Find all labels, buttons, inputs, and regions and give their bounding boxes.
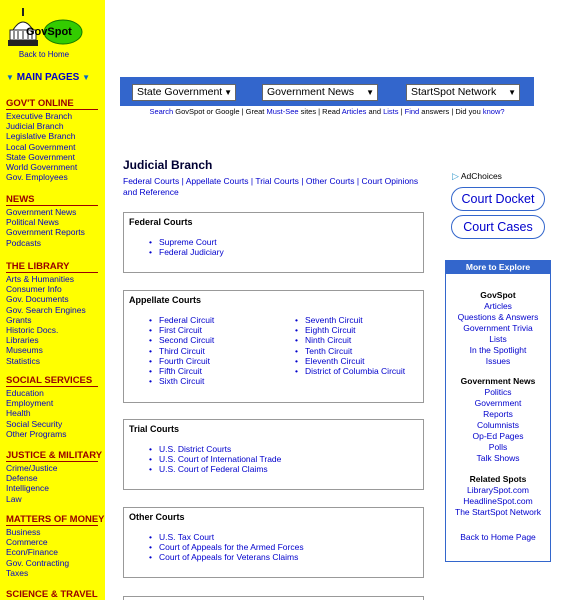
sidebar-item-commerce[interactable]: Commerce: [6, 537, 48, 548]
section-link-appellate-courts[interactable]: Appellate Courts: [185, 176, 249, 186]
sidebar-item-government-news[interactable]: Government News: [6, 207, 77, 217]
government-news-select[interactable]: Government News ▼: [262, 84, 378, 101]
sidebar-section-gov-t-online: [6, 98, 98, 182]
explore-link-polls[interactable]: Polls: [488, 442, 508, 452]
court-link-u-s-court-of-federal-claims[interactable]: • U.S. Court of Federal Claims: [159, 464, 281, 474]
court-link-ninth-circuit[interactable]: • Ninth Circuit: [305, 335, 405, 345]
section-links: [123, 176, 428, 197]
court-list: [305, 315, 405, 376]
startspot-network-select[interactable]: StartSpot Network ▼: [406, 84, 520, 101]
sidebar-section-title: GOV'T ONLINE: [6, 98, 98, 110]
dropdown-arrow-icon: ▼: [508, 88, 516, 97]
explore-group-title: Related Spots: [469, 474, 527, 484]
explore-link-the-startspot-network[interactable]: The StartSpot Network: [455, 507, 541, 517]
triangle-down-icon: ▼: [82, 73, 91, 82]
sidebar-item-libraries[interactable]: Libraries: [6, 335, 39, 346]
sidebar-item-world-government[interactable]: World Government: [6, 162, 78, 173]
court-link-seventh-circuit[interactable]: • Seventh Circuit: [305, 315, 405, 325]
adchoices-label[interactable]: ▷ AdChoices: [452, 171, 502, 181]
explore-group-government-news: [446, 375, 550, 464]
sidebar-item-social-security[interactable]: Social Security: [6, 418, 63, 429]
explore-group-govspot: [446, 289, 550, 367]
sidebar-section-the-library: [6, 261, 98, 366]
explore-link-libraryspot-com[interactable]: LibrarySpot.com: [467, 485, 529, 495]
box-title: Other Courts: [129, 512, 185, 522]
sidebar-item-defense[interactable]: Defense: [6, 473, 38, 484]
separator: |: [248, 176, 256, 186]
search-toolbar: [120, 77, 534, 106]
court-cases-button[interactable]: Court Cases: [451, 215, 545, 239]
sidebar-item-gov-documents[interactable]: Gov. Documents: [6, 294, 69, 305]
lists-link[interactable]: Lists: [383, 107, 399, 116]
sidebar-item-intelligence[interactable]: Intelligence: [6, 483, 50, 494]
court-list: [159, 237, 224, 257]
section-link-other-courts[interactable]: Other Courts: [305, 176, 355, 186]
court-link-sixth-circuit[interactable]: • Sixth Circuit: [159, 376, 214, 386]
articles-link[interactable]: Articles: [341, 107, 367, 116]
separator: |: [298, 176, 306, 186]
court-link-federal-judiciary[interactable]: • Federal Judiciary: [159, 247, 224, 257]
sidebar-item-state-government[interactable]: State Government: [6, 151, 75, 162]
court-link-third-circuit[interactable]: • Third Circuit: [159, 346, 214, 356]
sidebar-item-local-government[interactable]: Local Government: [6, 141, 76, 152]
sidebar-item-taxes[interactable]: Taxes: [6, 567, 29, 578]
explore-link-op-ed-pages[interactable]: Op-Ed Pages: [472, 431, 524, 441]
dropdown-arrow-icon: ▼: [366, 88, 374, 97]
explore-group-related-spots: [446, 473, 550, 518]
court-link-fifth-circuit[interactable]: • Fifth Circuit: [159, 366, 214, 376]
sidebar-item-employment[interactable]: Employment: [6, 398, 54, 409]
court-link-eighth-circuit[interactable]: • Eighth Circuit: [305, 325, 405, 335]
explore-link-headlinespot-com[interactable]: HeadlineSpot.com: [463, 496, 533, 506]
sidebar-item-legislative-branch[interactable]: Legislative Branch: [6, 131, 76, 142]
court-list: [159, 444, 281, 475]
court-link-court-of-appeals-for-veterans-claims[interactable]: • Court of Appeals for Veterans Claims: [159, 552, 304, 562]
sidebar-item-museums[interactable]: Museums: [6, 345, 43, 356]
court-link-eleventh-circuit[interactable]: • Eleventh Circuit: [305, 356, 405, 366]
box-title: Appellate Courts: [129, 295, 202, 305]
court-link-u-s-court-of-international-trade[interactable]: • U.S. Court of International Trade: [159, 454, 281, 464]
sidebar-section-title: MATTERS OF MONEY: [6, 514, 105, 525]
explore-link-in-the-spotlight[interactable]: In the Spotlight: [469, 345, 527, 355]
sidebar-item-executive-branch[interactable]: Executive Branch: [6, 111, 73, 121]
back-to-home-page-link[interactable]: Back to Home Page: [460, 532, 536, 542]
box-title: Federal Courts: [129, 217, 193, 227]
sidebar-item-statistics[interactable]: Statistics: [6, 355, 41, 366]
separator: |: [354, 176, 362, 186]
sidebar-item-podcasts[interactable]: Podcasts: [6, 237, 41, 248]
section-link-trial-courts[interactable]: Trial Courts: [255, 176, 299, 186]
explore-group-title: Government News: [460, 376, 536, 386]
explore-link-questions-answers[interactable]: Questions & Answers: [457, 312, 539, 322]
logo-text: GovSpot: [26, 26, 72, 38]
sidebar-item-gov-search-engines[interactable]: Gov. Search Engines: [6, 304, 86, 315]
sidebar-item-law[interactable]: Law: [6, 493, 22, 504]
triangle-down-icon: ▼: [6, 73, 14, 82]
adchoices-icon: ▷: [452, 171, 459, 181]
sidebar-item-business[interactable]: Business: [6, 527, 41, 537]
sidebar-item-government-reports[interactable]: Government Reports: [6, 227, 85, 238]
sidebar-item-judicial-branch[interactable]: Judicial Branch: [6, 121, 64, 132]
sidebar-item-crime-justice[interactable]: Crime/Justice: [6, 463, 58, 473]
search-link[interactable]: Search: [149, 107, 174, 116]
more-to-explore-header: More to Explore: [446, 261, 550, 274]
sidebar-item-education[interactable]: Education: [6, 388, 44, 398]
explore-link-government[interactable]: Government: [474, 398, 522, 408]
courts-box-partial: [123, 596, 424, 600]
back-to-home-link[interactable]: Back to Home: [18, 50, 70, 59]
court-link-first-circuit[interactable]: • First Circuit: [159, 325, 214, 335]
court-link-second-circuit[interactable]: • Second Circuit: [159, 335, 214, 345]
explore-group-title: GovSpot: [480, 290, 516, 300]
sidebar-section-matters-of-money: [6, 514, 105, 578]
dropdown-arrow-icon: ▼: [224, 88, 232, 97]
sidebar-section-news: [6, 194, 98, 248]
explore-link-issues[interactable]: Issues: [485, 356, 511, 366]
sidebar-section-title: THE LIBRARY: [6, 261, 98, 273]
sidebar-section-justice-military: [6, 450, 103, 504]
sidebar-item-political-news[interactable]: Political News: [6, 217, 59, 228]
court-docket-button[interactable]: Court Docket: [451, 187, 545, 211]
sidebar-section-science-travel: [6, 589, 98, 600]
sidebar-section-social-services: [6, 375, 98, 439]
sidebar-section-title: SCIENCE & TRAVEL: [6, 589, 98, 600]
know-link[interactable]: know?: [482, 107, 505, 116]
court-link-supreme-court[interactable]: • Supreme Court: [159, 237, 224, 247]
sidebar-item-econ-finance[interactable]: Econ/Finance: [6, 547, 58, 558]
court-link-fourth-circuit[interactable]: • Fourth Circuit: [159, 356, 214, 366]
courts-box-appellate-courts: [123, 290, 424, 403]
explore-link-politics[interactable]: Politics: [484, 387, 512, 397]
section-link-court-opinions-and-reference[interactable]: Court Opinions and Reference: [123, 176, 419, 197]
sidebar-section-title: JUSTICE & MILITARY: [6, 450, 103, 461]
court-list: [159, 532, 304, 563]
courts-box-other-courts: [123, 507, 424, 578]
court-link-district-of-columbia-circuit[interactable]: • District of Columbia Circuit: [305, 366, 405, 376]
court-link-u-s-tax-court[interactable]: • U.S. Tax Court: [159, 532, 304, 542]
court-link-u-s-district-courts[interactable]: • U.S. District Courts: [159, 444, 281, 454]
sidebar: [0, 0, 105, 600]
explore-link-lists[interactable]: Lists: [489, 334, 507, 344]
sidebar-item-grants[interactable]: Grants: [6, 314, 32, 325]
court-link-court-of-appeals-for-the-armed-forces[interactable]: • Court of Appeals for the Armed Forces: [159, 542, 304, 552]
sidebar-item-consumer-info[interactable]: Consumer Info: [6, 284, 62, 295]
sidebar-item-gov-employees[interactable]: Gov. Employees: [6, 172, 68, 183]
more-to-explore-panel: [445, 260, 551, 562]
explore-link-talk-shows[interactable]: Talk Shows: [476, 453, 520, 463]
explore-link-reports[interactable]: Reports: [483, 409, 513, 419]
sidebar-item-historic-docs[interactable]: Historic Docs.: [6, 325, 59, 336]
main-pages-heading: ▼ MAIN PAGES ▼: [6, 72, 91, 83]
sidebar-item-gov-contracting[interactable]: Gov. Contracting: [6, 557, 70, 568]
must-see-link[interactable]: Must-See: [266, 107, 299, 116]
courts-box-federal-courts: [123, 212, 424, 273]
govspot-logo[interactable]: [6, 6, 86, 50]
sidebar-item-other-programs[interactable]: Other Programs: [6, 428, 67, 439]
explore-link-articles[interactable]: Articles: [484, 301, 512, 311]
explore-link-government-trivia[interactable]: Government Trivia: [463, 323, 533, 333]
courts-box-trial-courts: [123, 419, 424, 490]
find-link[interactable]: Find: [404, 107, 420, 116]
explore-link-columnists[interactable]: Columnists: [476, 420, 520, 430]
court-link-tenth-circuit[interactable]: • Tenth Circuit: [305, 346, 405, 356]
court-list: [159, 315, 214, 386]
sidebar-item-arts-humanities[interactable]: Arts & Humanities: [6, 274, 75, 284]
section-link-federal-courts[interactable]: Federal Courts: [123, 176, 180, 186]
sidebar-section-title: NEWS: [6, 194, 98, 206]
sidebar-item-health[interactable]: Health: [6, 408, 31, 419]
court-link-federal-circuit[interactable]: • Federal Circuit: [159, 315, 214, 325]
toolbar-links: Search GovSpot or Google | Great Must-See sites | Read Articles and Lists | Find answers | Did you know?: [149, 107, 505, 116]
box-title: Trial Courts: [129, 424, 180, 434]
state-government-select[interactable]: State Government ▼: [132, 84, 236, 101]
sidebar-section-title: SOCIAL SERVICES: [6, 375, 98, 387]
page-title: Judicial Branch: [123, 158, 213, 172]
separator: |: [179, 176, 186, 186]
